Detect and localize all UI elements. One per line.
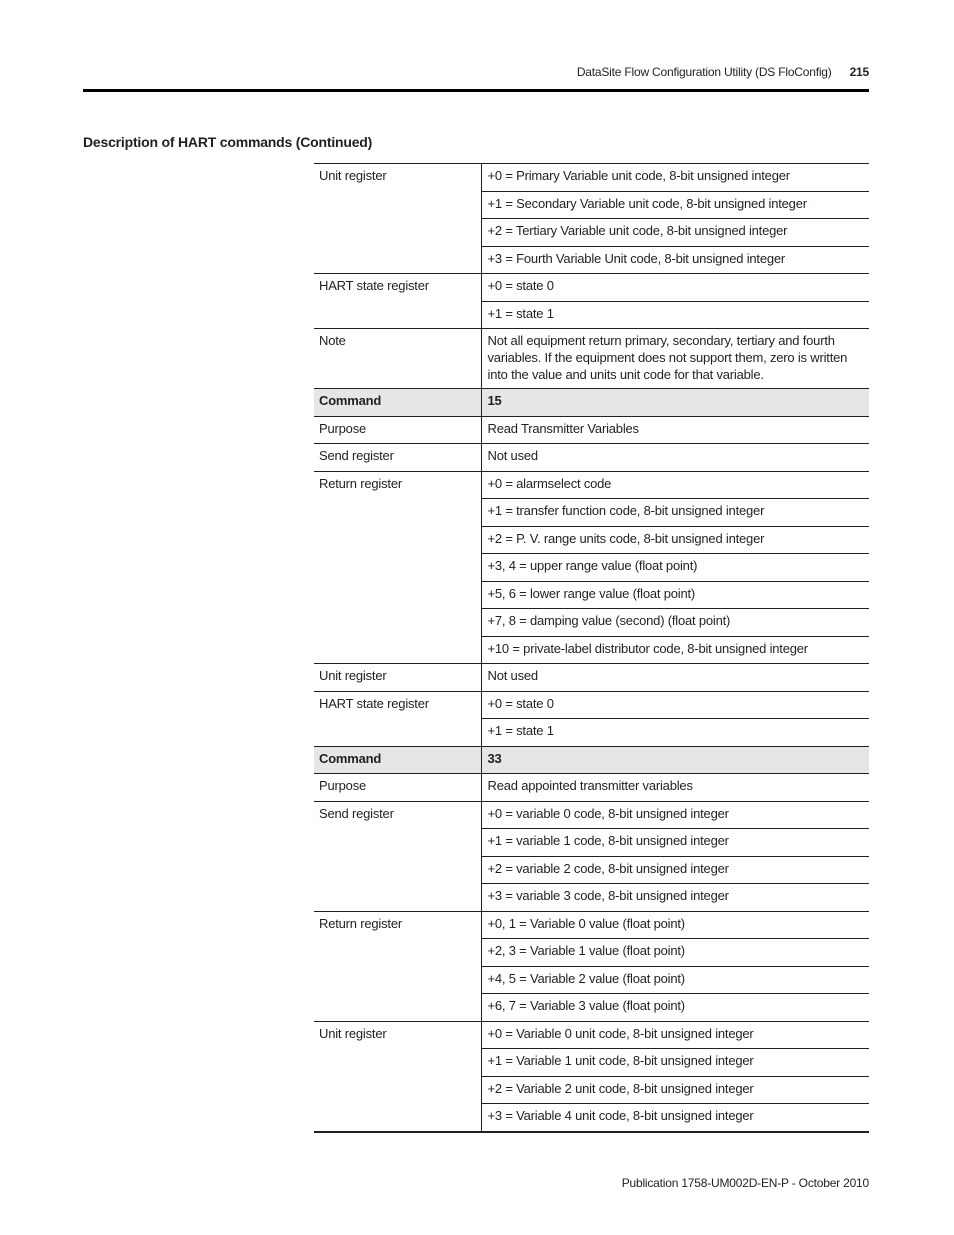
hart-commands-table bbox=[314, 163, 869, 1133]
table-row bbox=[314, 1021, 869, 1049]
table-row bbox=[314, 471, 869, 499]
table-row bbox=[314, 691, 869, 719]
table-body bbox=[314, 164, 869, 1132]
row-value: Read appointed transmitter variables bbox=[481, 774, 869, 802]
row-value: +3 = Fourth Variable Unit code, 8-bit unsigned integer bbox=[481, 246, 869, 274]
row-value: +2 = P. V. range units code, 8-bit unsigned integer bbox=[481, 526, 869, 554]
table-row bbox=[314, 664, 869, 692]
row-value: +0 = state 0 bbox=[481, 274, 869, 302]
table-row bbox=[314, 554, 869, 582]
row-label bbox=[314, 966, 481, 994]
header-rule bbox=[83, 89, 869, 92]
table-row bbox=[314, 856, 869, 884]
row-label: Send register bbox=[314, 444, 481, 472]
table-row bbox=[314, 246, 869, 274]
row-value: +7, 8 = damping value (second) (float point) bbox=[481, 609, 869, 637]
row-value: +1 = state 1 bbox=[481, 719, 869, 747]
table-row bbox=[314, 609, 869, 637]
table-row bbox=[314, 389, 869, 417]
table-row bbox=[314, 581, 869, 609]
table-row bbox=[314, 499, 869, 527]
page-header bbox=[577, 65, 869, 79]
row-label: Purpose bbox=[314, 774, 481, 802]
row-label bbox=[314, 609, 481, 637]
row-label bbox=[314, 1076, 481, 1104]
table-row bbox=[314, 191, 869, 219]
row-value: +3, 4 = upper range value (float point) bbox=[481, 554, 869, 582]
row-label: Unit register bbox=[314, 1021, 481, 1049]
table-row bbox=[314, 444, 869, 472]
row-value: 15 bbox=[481, 389, 869, 417]
row-value: +0 = Primary Variable unit code, 8-bit unsigned integer bbox=[481, 164, 869, 192]
row-value: +3 = variable 3 code, 8-bit unsigned integer bbox=[481, 884, 869, 912]
row-value: 33 bbox=[481, 746, 869, 774]
row-value: +4, 5 = Variable 2 value (float point) bbox=[481, 966, 869, 994]
row-value: Read Transmitter Variables bbox=[481, 416, 869, 444]
row-label bbox=[314, 581, 481, 609]
table-row bbox=[314, 219, 869, 247]
table-row bbox=[314, 746, 869, 774]
row-value: +2 = variable 2 code, 8-bit unsigned integer bbox=[481, 856, 869, 884]
row-label: Unit register bbox=[314, 664, 481, 692]
row-label bbox=[314, 1049, 481, 1077]
table-row bbox=[314, 301, 869, 329]
page-number: 215 bbox=[849, 65, 869, 79]
table-row bbox=[314, 939, 869, 967]
row-label: Return register bbox=[314, 911, 481, 939]
row-value: +1 = transfer function code, 8-bit unsigned integer bbox=[481, 499, 869, 527]
row-value: +0 = state 0 bbox=[481, 691, 869, 719]
row-label: HART state register bbox=[314, 274, 481, 302]
row-value: +0 = Variable 0 unit code, 8-bit unsigned integer bbox=[481, 1021, 869, 1049]
table-row bbox=[314, 1104, 869, 1132]
row-value: +2, 3 = Variable 1 value (float point) bbox=[481, 939, 869, 967]
row-value: +10 = private-label distributor code, 8-bit unsigned integer bbox=[481, 636, 869, 664]
row-label bbox=[314, 994, 481, 1022]
row-label bbox=[314, 526, 481, 554]
row-label bbox=[314, 636, 481, 664]
table-row bbox=[314, 911, 869, 939]
table-row bbox=[314, 1049, 869, 1077]
row-value: +1 = Variable 1 unit code, 8-bit unsigned integer bbox=[481, 1049, 869, 1077]
row-value: Not all equipment return primary, secondary, tertiary and fourth variables. If the equipment does not support them, zero is written into the value and units unit code for that variable. bbox=[481, 329, 869, 389]
table-row bbox=[314, 966, 869, 994]
row-value: +0 = alarmselect code bbox=[481, 471, 869, 499]
table-row bbox=[314, 329, 869, 389]
row-label bbox=[314, 499, 481, 527]
row-value: Not used bbox=[481, 444, 869, 472]
row-value: +1 = variable 1 code, 8-bit unsigned integer bbox=[481, 829, 869, 857]
row-label: Return register bbox=[314, 471, 481, 499]
publication-footer: Publication 1758-UM002D-EN-P - October 2010 bbox=[621, 1176, 869, 1190]
row-label bbox=[314, 719, 481, 747]
row-value: Not used bbox=[481, 664, 869, 692]
row-label bbox=[314, 246, 481, 274]
table-row bbox=[314, 994, 869, 1022]
row-value: +1 = Secondary Variable unit code, 8-bit unsigned integer bbox=[481, 191, 869, 219]
row-value: +6, 7 = Variable 3 value (float point) bbox=[481, 994, 869, 1022]
table-row bbox=[314, 1076, 869, 1104]
row-label bbox=[314, 219, 481, 247]
row-label bbox=[314, 554, 481, 582]
row-value: +2 = Tertiary Variable unit code, 8-bit unsigned integer bbox=[481, 219, 869, 247]
table-row bbox=[314, 274, 869, 302]
table-row bbox=[314, 636, 869, 664]
row-value: +2 = Variable 2 unit code, 8-bit unsigned integer bbox=[481, 1076, 869, 1104]
section-title: Description of HART commands (Continued) bbox=[83, 134, 373, 150]
row-label bbox=[314, 191, 481, 219]
row-label bbox=[314, 301, 481, 329]
row-label bbox=[314, 1104, 481, 1132]
table-row bbox=[314, 801, 869, 829]
header-title: DataSite Flow Configuration Utility (DS FloConfig) bbox=[576, 65, 832, 79]
row-value: +3 = Variable 4 unit code, 8-bit unsigned integer bbox=[481, 1104, 869, 1132]
row-label bbox=[314, 884, 481, 912]
row-value: +1 = state 1 bbox=[481, 301, 869, 329]
table-row bbox=[314, 416, 869, 444]
row-label bbox=[314, 856, 481, 884]
row-label bbox=[314, 939, 481, 967]
table-row bbox=[314, 164, 869, 192]
row-value: +0 = variable 0 code, 8-bit unsigned integer bbox=[481, 801, 869, 829]
row-label: Purpose bbox=[314, 416, 481, 444]
table-row bbox=[314, 774, 869, 802]
row-label bbox=[314, 829, 481, 857]
row-value: +0, 1 = Variable 0 value (float point) bbox=[481, 911, 869, 939]
row-value: +5, 6 = lower range value (float point) bbox=[481, 581, 869, 609]
table-row bbox=[314, 719, 869, 747]
row-label: Note bbox=[314, 329, 481, 389]
row-label: Command bbox=[314, 746, 481, 774]
row-label: Unit register bbox=[314, 164, 481, 192]
table-row bbox=[314, 526, 869, 554]
table-row bbox=[314, 884, 869, 912]
row-label: HART state register bbox=[314, 691, 481, 719]
row-label: Send register bbox=[314, 801, 481, 829]
row-label: Command bbox=[314, 389, 481, 417]
table-row bbox=[314, 829, 869, 857]
